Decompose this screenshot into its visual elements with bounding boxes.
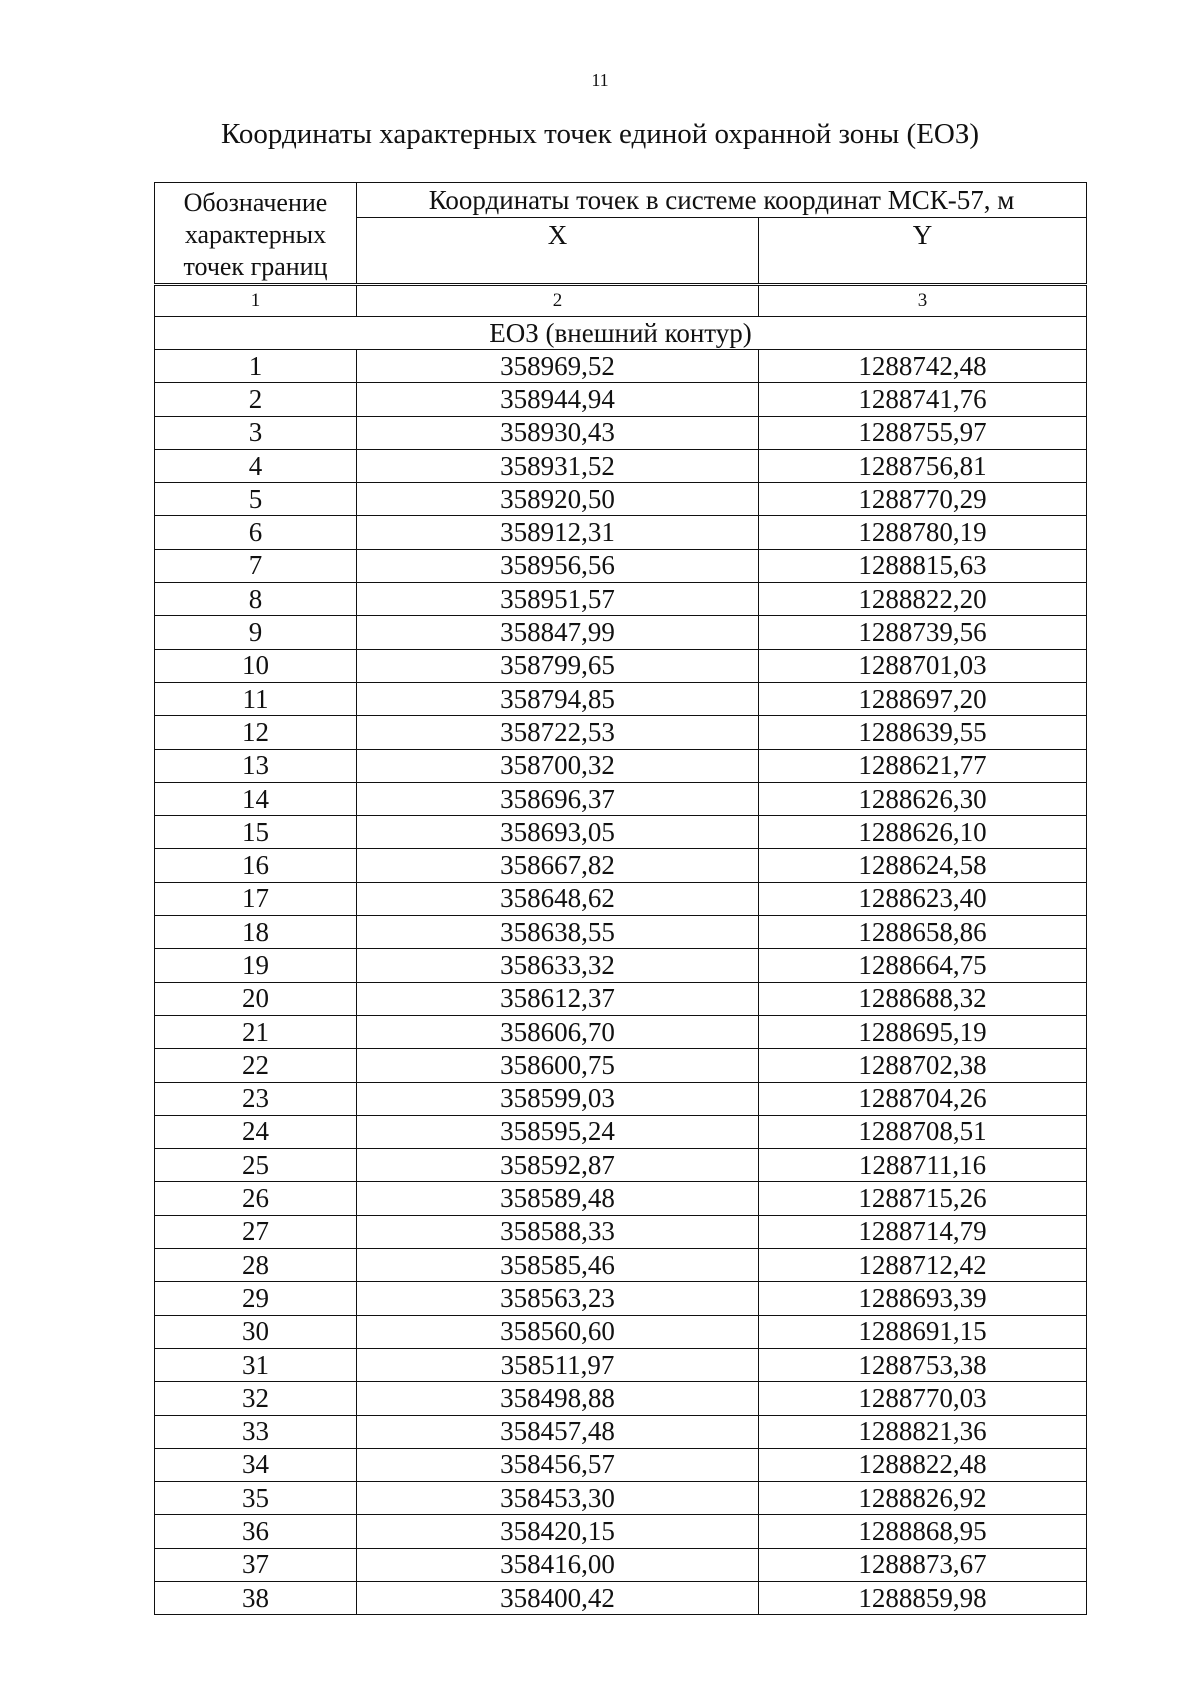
table-row — [155, 682, 1087, 715]
y-coordinate-cell: 1288701,03 — [759, 649, 1087, 682]
header-coordinates: Координаты точек в системе координат МСК-57, м — [357, 183, 1087, 218]
point-number-cell: 4 — [155, 449, 357, 482]
y-coordinate-cell: 1288756,81 — [759, 449, 1087, 482]
x-coordinate-cell: 358599,03 — [357, 1082, 759, 1115]
table-row — [155, 1249, 1087, 1282]
x-coordinate-cell: 358847,99 — [357, 616, 759, 649]
column-number: 2 — [357, 285, 759, 317]
table-row — [155, 1348, 1087, 1381]
point-number-cell: 37 — [155, 1548, 357, 1581]
x-coordinate-cell: 358595,24 — [357, 1115, 759, 1148]
y-coordinate-cell: 1288691,15 — [759, 1315, 1087, 1348]
point-number-cell: 5 — [155, 483, 357, 516]
point-number-cell: 2 — [155, 383, 357, 416]
column-number: 1 — [155, 285, 357, 317]
table-row — [155, 782, 1087, 815]
table-row — [155, 1415, 1087, 1448]
table-row — [155, 1315, 1087, 1348]
point-number-cell: 6 — [155, 516, 357, 549]
x-coordinate-cell: 358511,97 — [357, 1348, 759, 1381]
x-coordinate-cell: 358588,33 — [357, 1215, 759, 1248]
y-coordinate-cell: 1288770,03 — [759, 1382, 1087, 1415]
y-coordinate-cell: 1288822,48 — [759, 1448, 1087, 1481]
point-number-cell: 19 — [155, 949, 357, 982]
table-row — [155, 749, 1087, 782]
y-coordinate-cell: 1288626,30 — [759, 782, 1087, 815]
x-coordinate-cell: 358589,48 — [357, 1182, 759, 1215]
page-number: 11 — [591, 70, 609, 90]
x-coordinate-cell: 358453,30 — [357, 1482, 759, 1515]
table-row — [155, 1015, 1087, 1048]
point-number-cell: 15 — [155, 816, 357, 849]
point-number-cell: 35 — [155, 1482, 357, 1515]
table-row — [155, 1115, 1087, 1148]
x-coordinate-cell: 358722,53 — [357, 716, 759, 749]
table-row — [155, 1448, 1087, 1481]
table-row — [155, 383, 1087, 416]
document-title: Координаты характерных точек единой охранной зоны (ЕОЗ) — [220, 118, 980, 150]
point-number-cell: 34 — [155, 1448, 357, 1481]
table-row — [155, 1215, 1087, 1248]
x-coordinate-cell: 358560,60 — [357, 1315, 759, 1348]
y-coordinate-cell: 1288695,19 — [759, 1015, 1087, 1048]
table-row — [155, 416, 1087, 449]
table-row — [155, 1082, 1087, 1115]
y-coordinate-cell: 1288742,48 — [759, 350, 1087, 383]
x-coordinate-cell: 358693,05 — [357, 816, 759, 849]
point-number-cell: 38 — [155, 1581, 357, 1614]
x-coordinate-cell: 358799,65 — [357, 649, 759, 682]
y-coordinate-cell: 1288693,39 — [759, 1282, 1087, 1315]
point-number-cell: 26 — [155, 1182, 357, 1215]
x-coordinate-cell: 358585,46 — [357, 1249, 759, 1282]
point-number-cell: 21 — [155, 1015, 357, 1048]
y-coordinate-cell: 1288714,79 — [759, 1215, 1087, 1248]
point-number-cell: 23 — [155, 1082, 357, 1115]
x-coordinate-cell: 358969,52 — [357, 350, 759, 383]
point-number-cell: 3 — [155, 416, 357, 449]
y-coordinate-cell: 1288639,55 — [759, 716, 1087, 749]
table-row — [155, 949, 1087, 982]
x-coordinate-cell: 358648,62 — [357, 882, 759, 915]
table-row — [155, 882, 1087, 915]
point-number-cell: 11 — [155, 682, 357, 715]
y-coordinate-cell: 1288826,92 — [759, 1482, 1087, 1515]
coordinates-table — [154, 182, 1087, 1615]
point-number-cell: 30 — [155, 1315, 357, 1348]
x-coordinate-cell: 358931,52 — [357, 449, 759, 482]
point-number-cell: 25 — [155, 1149, 357, 1182]
x-coordinate-cell: 358416,00 — [357, 1548, 759, 1581]
point-number-cell: 12 — [155, 716, 357, 749]
y-coordinate-cell: 1288702,38 — [759, 1049, 1087, 1082]
x-coordinate-cell: 358457,48 — [357, 1415, 759, 1448]
y-coordinate-cell: 1288658,86 — [759, 916, 1087, 949]
y-coordinate-cell: 1288859,98 — [759, 1581, 1087, 1614]
section-row — [155, 317, 1087, 350]
y-coordinate-cell: 1288711,16 — [759, 1149, 1087, 1182]
column-numbers-row — [155, 285, 1087, 317]
table-row — [155, 816, 1087, 849]
table-row — [155, 549, 1087, 582]
table-row — [155, 483, 1087, 516]
table-row — [155, 849, 1087, 882]
header-y: Y — [759, 218, 1087, 285]
table-row — [155, 1482, 1087, 1515]
point-number-cell: 9 — [155, 616, 357, 649]
y-coordinate-cell: 1288626,10 — [759, 816, 1087, 849]
y-coordinate-cell: 1288712,42 — [759, 1249, 1087, 1282]
point-number-cell: 14 — [155, 782, 357, 815]
table-row — [155, 1049, 1087, 1082]
table-row — [155, 1282, 1087, 1315]
x-coordinate-cell: 358944,94 — [357, 383, 759, 416]
y-coordinate-cell: 1288815,63 — [759, 549, 1087, 582]
point-number-cell: 1 — [155, 350, 357, 383]
point-number-cell: 22 — [155, 1049, 357, 1082]
point-number-cell: 27 — [155, 1215, 357, 1248]
y-coordinate-cell: 1288770,29 — [759, 483, 1087, 516]
point-number-cell: 32 — [155, 1382, 357, 1415]
x-coordinate-cell: 358456,57 — [357, 1448, 759, 1481]
x-coordinate-cell: 358920,50 — [357, 483, 759, 516]
x-coordinate-cell: 358420,15 — [357, 1515, 759, 1548]
y-coordinate-cell: 1288697,20 — [759, 682, 1087, 715]
y-coordinate-cell: 1288868,95 — [759, 1515, 1087, 1548]
y-coordinate-cell: 1288624,58 — [759, 849, 1087, 882]
table-row — [155, 449, 1087, 482]
point-number-cell: 17 — [155, 882, 357, 915]
header-designation: Обозначение характерных точек границ — [155, 183, 357, 285]
point-number-cell: 29 — [155, 1282, 357, 1315]
table-row — [155, 616, 1087, 649]
point-number-cell: 31 — [155, 1348, 357, 1381]
point-number-cell: 16 — [155, 849, 357, 882]
y-coordinate-cell: 1288873,67 — [759, 1548, 1087, 1581]
point-number-cell: 36 — [155, 1515, 357, 1548]
table-row — [155, 716, 1087, 749]
y-coordinate-cell: 1288753,38 — [759, 1348, 1087, 1381]
y-coordinate-cell: 1288688,32 — [759, 982, 1087, 1015]
table-header-row — [155, 183, 1087, 218]
x-coordinate-cell: 358667,82 — [357, 849, 759, 882]
x-coordinate-cell: 358592,87 — [357, 1149, 759, 1182]
table-row — [155, 1182, 1087, 1215]
table-row — [155, 916, 1087, 949]
point-number-cell: 8 — [155, 583, 357, 616]
table-row — [155, 1382, 1087, 1415]
point-number-cell: 33 — [155, 1415, 357, 1448]
column-number: 3 — [759, 285, 1087, 317]
point-number-cell: 20 — [155, 982, 357, 1015]
x-coordinate-cell: 358696,37 — [357, 782, 759, 815]
x-coordinate-cell: 358951,57 — [357, 583, 759, 616]
x-coordinate-cell: 358638,55 — [357, 916, 759, 949]
table-row — [155, 982, 1087, 1015]
section-title: ЕОЗ (внешний контур) — [155, 317, 1087, 350]
x-coordinate-cell: 358700,32 — [357, 749, 759, 782]
point-number-cell: 24 — [155, 1115, 357, 1148]
x-coordinate-cell: 358498,88 — [357, 1382, 759, 1415]
table-row — [155, 350, 1087, 383]
x-coordinate-cell: 358912,31 — [357, 516, 759, 549]
y-coordinate-cell: 1288822,20 — [759, 583, 1087, 616]
point-number-cell: 28 — [155, 1249, 357, 1282]
y-coordinate-cell: 1288755,97 — [759, 416, 1087, 449]
y-coordinate-cell: 1288715,26 — [759, 1182, 1087, 1215]
y-coordinate-cell: 1288623,40 — [759, 882, 1087, 915]
y-coordinate-cell: 1288780,19 — [759, 516, 1087, 549]
x-coordinate-cell: 358956,56 — [357, 549, 759, 582]
table-row — [155, 649, 1087, 682]
point-number-cell: 13 — [155, 749, 357, 782]
table-row — [155, 1548, 1087, 1581]
table-row — [155, 1581, 1087, 1614]
x-coordinate-cell: 358563,23 — [357, 1282, 759, 1315]
point-number-cell: 18 — [155, 916, 357, 949]
x-coordinate-cell: 358600,75 — [357, 1049, 759, 1082]
x-coordinate-cell: 358633,32 — [357, 949, 759, 982]
x-coordinate-cell: 358794,85 — [357, 682, 759, 715]
y-coordinate-cell: 1288621,77 — [759, 749, 1087, 782]
y-coordinate-cell: 1288708,51 — [759, 1115, 1087, 1148]
table-row — [155, 1149, 1087, 1182]
y-coordinate-cell: 1288664,75 — [759, 949, 1087, 982]
y-coordinate-cell: 1288704,26 — [759, 1082, 1087, 1115]
table-row — [155, 1515, 1087, 1548]
x-coordinate-cell: 358606,70 — [357, 1015, 759, 1048]
y-coordinate-cell: 1288739,56 — [759, 616, 1087, 649]
y-coordinate-cell: 1288821,36 — [759, 1415, 1087, 1448]
point-number-cell: 10 — [155, 649, 357, 682]
table-row — [155, 583, 1087, 616]
y-coordinate-cell: 1288741,76 — [759, 383, 1087, 416]
table-row — [155, 516, 1087, 549]
header-x: X — [357, 218, 759, 285]
x-coordinate-cell: 358400,42 — [357, 1581, 759, 1614]
x-coordinate-cell: 358612,37 — [357, 982, 759, 1015]
point-number-cell: 7 — [155, 549, 357, 582]
x-coordinate-cell: 358930,43 — [357, 416, 759, 449]
